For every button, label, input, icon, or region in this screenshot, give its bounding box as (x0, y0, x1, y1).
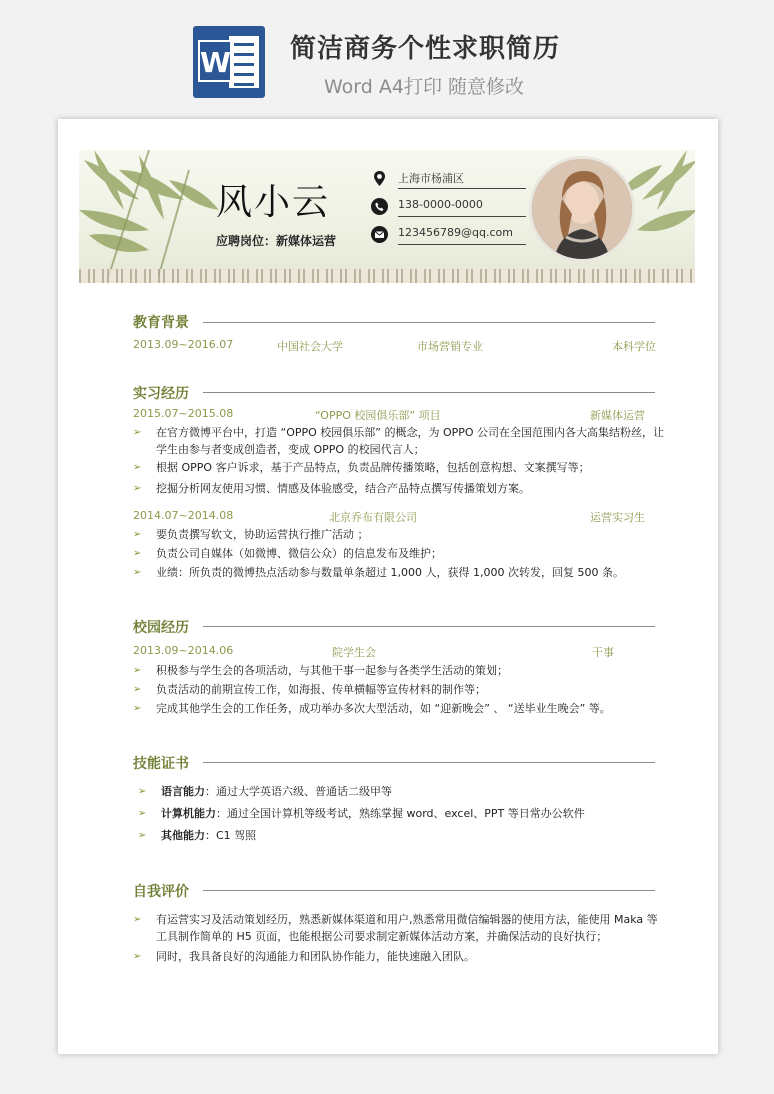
education-school: 中国社会大学 (277, 340, 343, 353)
education-major: 市场营销专业 (417, 340, 483, 353)
email-row (371, 224, 525, 246)
section-divider (203, 626, 655, 627)
avatar (529, 156, 635, 262)
section-divider (203, 890, 655, 891)
top-banner (0, 0, 774, 118)
arrow-icon: ➢ (133, 462, 142, 473)
list-item: ➢ 计算机能力：通过全国计算机等级考试，熟练掌握 word、excel、PPT 等日常办公软件 (138, 807, 585, 820)
resume-header (79, 150, 695, 283)
list-item: ➢ 完成其他学生会的工作任务，成功举办多次大型活动，如 “迎新晚会” 、 “送毕业生晚会” 等。 (133, 702, 611, 715)
phone-row (371, 196, 525, 218)
address-row (371, 168, 525, 190)
arrow-icon: ➢ (133, 483, 142, 494)
job2-org: 北京乔布有限公司 (329, 511, 417, 524)
word-doc-icon: W (193, 26, 265, 98)
address-text: 上海市杨浦区 (398, 172, 464, 185)
list-item: ➢ 语言能力：通过大学英语六级、普通话二级甲等 (138, 785, 392, 798)
job1-role: 新媒体运营 (590, 409, 645, 422)
banner-subtitle: Word A4打印 随意修改 (324, 76, 525, 98)
list-item: ➢ 要负责撰写软文，协助运营执行推广活动 ； (133, 528, 369, 541)
resume-page (58, 119, 718, 1054)
candidate-name: 风小云 (216, 182, 331, 223)
applied-position: 应聘岗位：新媒体运营 (216, 234, 337, 248)
education-title: 教育背景 (133, 315, 189, 331)
arrow-icon: ➢ (133, 529, 142, 540)
list-item: ➢ 有运营实习及活动策划经历，熟悉新媒体渠道和用户,熟悉常用微信编辑器的使用方法，能使用 Maka 等工具制作简单的 H5 页面，也能根据公司要求制定新媒体活动方案，并确保活动的良好执行； (133, 913, 658, 943)
campus-role: 干事 (592, 646, 614, 659)
section-divider (203, 322, 655, 323)
campus-date: 2013.09~2014.06 (133, 644, 234, 657)
job1-date: 2015.07~2015.08 (133, 407, 234, 420)
arrow-icon: ➢ (133, 548, 142, 559)
divider (398, 244, 526, 245)
list-item: ➢ 根据 OPPO 客户诉求，基于产品特点，负责品牌传播策略，包括创意构想、文案撰写等； (133, 461, 590, 474)
fret-border (79, 269, 695, 283)
list-item: ➢ 挖掘分析网友使用习惯、情感及体验感受，结合产品特点撰写传播策划方案。 (133, 482, 530, 495)
divider (398, 188, 526, 189)
arrow-icon: ➢ (138, 786, 147, 797)
arrow-icon: ➢ (133, 567, 142, 578)
phone-text: 138-0000-0000 (398, 198, 483, 211)
section-divider (203, 762, 655, 763)
arrow-icon: ➢ (133, 914, 142, 925)
phone-icon (371, 198, 388, 215)
section-divider (203, 392, 655, 393)
campus-title: 校园经历 (133, 620, 189, 636)
internship-title: 实习经历 (133, 386, 189, 402)
arrow-icon: ➢ (133, 703, 142, 714)
list-item: ➢ 业绩：所负责的微博热点活动参与数量单条超过 1,000 人，获得 1,000 次转发，回复 500 条。 (133, 566, 624, 579)
arrow-icon: ➢ (138, 808, 147, 819)
list-item: ➢ 其他能力：C1 驾照 (138, 829, 257, 842)
banner-title: 简洁商务个性求职简历 (290, 34, 561, 64)
arrow-icon: ➢ (133, 951, 142, 962)
arrow-icon: ➢ (138, 830, 147, 841)
email-icon (371, 226, 388, 243)
skills-title: 技能证书 (133, 756, 189, 772)
arrow-icon: ➢ (133, 427, 142, 438)
arrow-icon: ➢ (133, 665, 142, 676)
list-item: ➢ 同时，我具备良好的沟通能力和团队协作能力，能快速融入团队。 (133, 950, 475, 963)
portrait-icon (532, 159, 632, 259)
list-item: ➢ 负责活动的前期宣传工作，如海报、传单横幅等宣传材料的制作等； (133, 683, 486, 696)
divider (398, 216, 526, 217)
education-date: 2013.09~2016.07 (133, 338, 234, 351)
education-degree: 本科学位 (612, 340, 656, 353)
location-icon (371, 170, 388, 187)
list-item: ➢ 积极参与学生会的各项活动，与其他干事一起参与各类学生活动的策划； (133, 664, 508, 677)
campus-org: 院学生会 (332, 646, 376, 659)
job1-org: “OPPO 校园俱乐部” 项目 (315, 409, 441, 422)
self-eval-title: 自我评价 (133, 884, 189, 900)
list-item: ➢ 负责公司自媒体（如微博、微信公众）的信息发布及维护； (133, 547, 442, 560)
list-item: ➢ 在官方微博平台中，打造 “OPPO 校园俱乐部” 的概念，为 OPPO 公司在全国范围内各大高集结粉丝，让学生由参与者变成创造者，变成 OPPO 的校园代言人； (133, 426, 665, 456)
job2-role: 运营实习生 (590, 511, 645, 524)
arrow-icon: ➢ (133, 684, 142, 695)
job2-date: 2014.07~2014.08 (133, 509, 234, 522)
email-text: 123456789@qq.com (398, 226, 513, 239)
